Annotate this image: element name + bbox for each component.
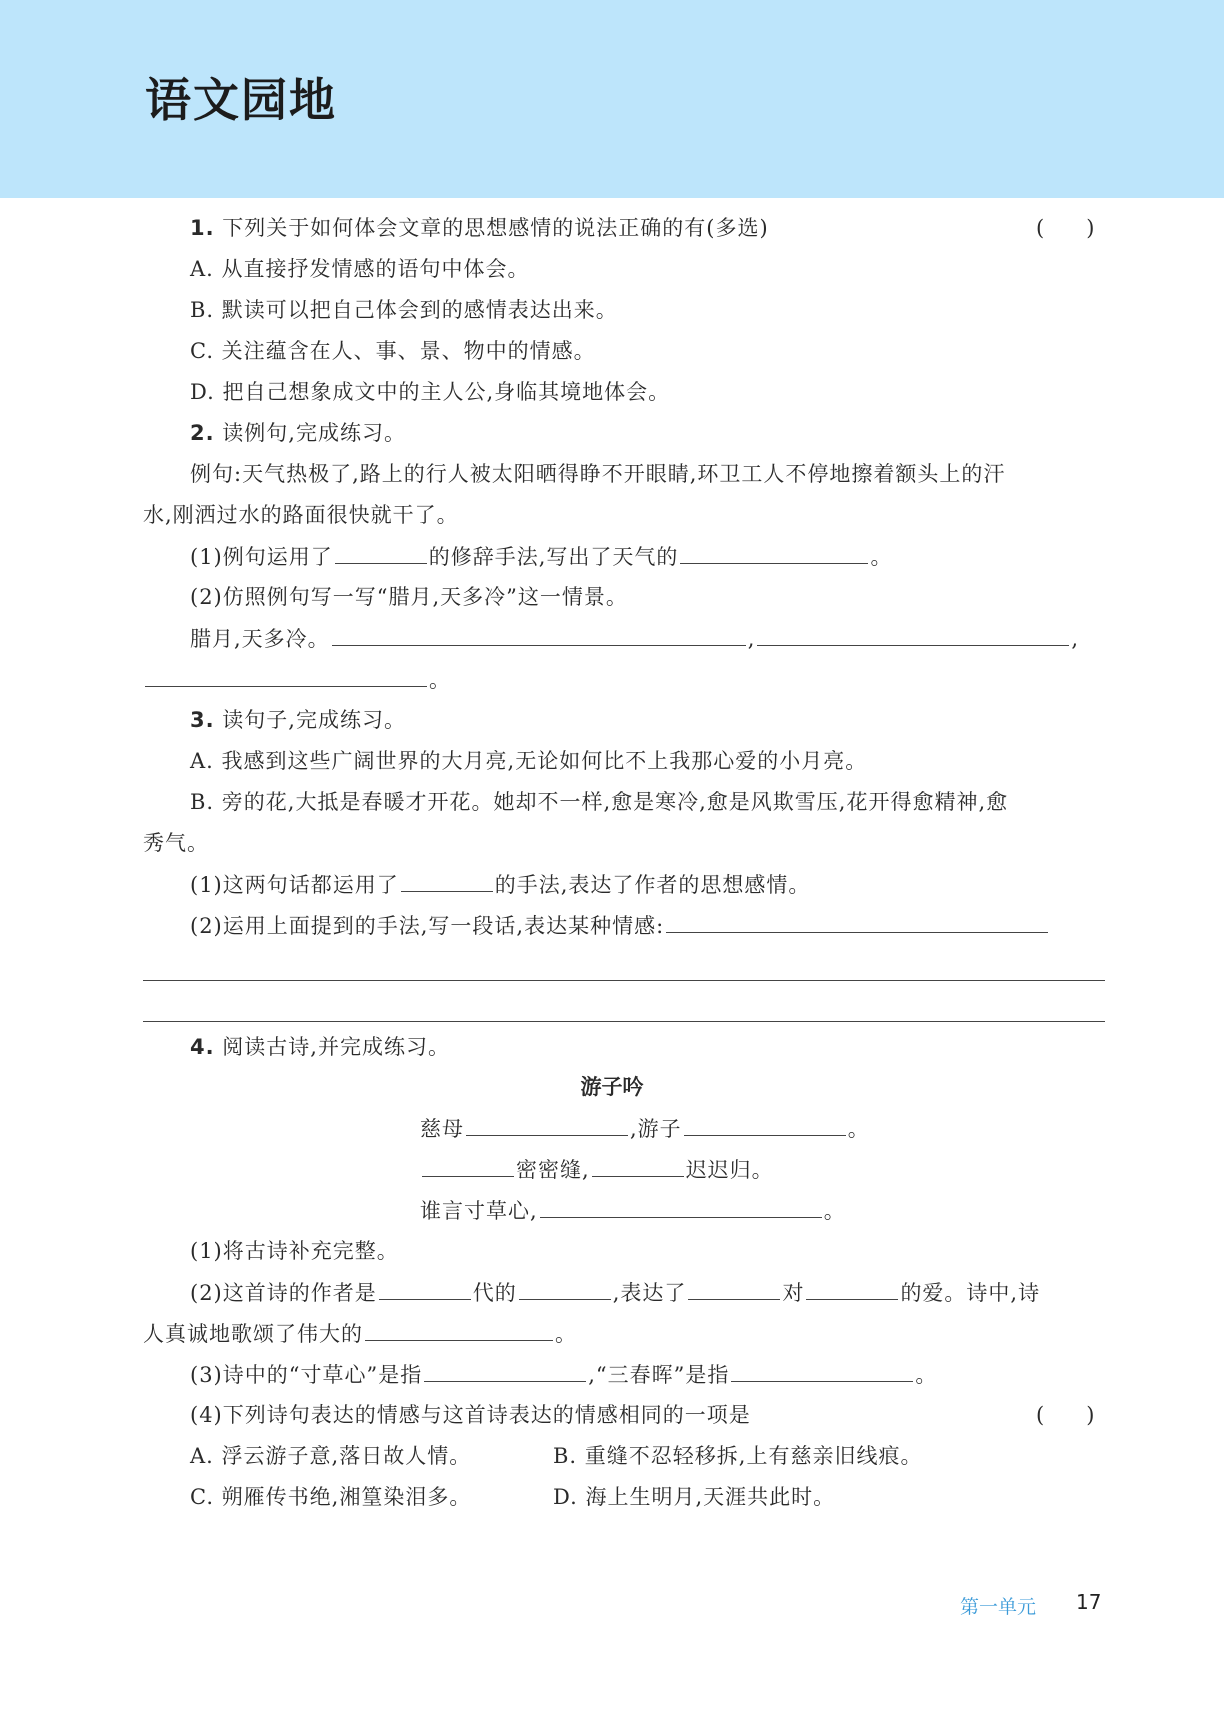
poem-title: 游子吟 bbox=[580, 1075, 644, 1099]
poem-l2-blank-1[interactable] bbox=[422, 1154, 514, 1177]
poem-l1-text-b: ,游子 bbox=[630, 1117, 682, 1141]
q2-example-line2: 水,刚洒过水的路面很快就干了。 bbox=[143, 503, 459, 527]
q4-sub3-line bbox=[190, 1359, 937, 1390]
q4-sub4: (4)下列诗句表达的情感与这首诗表达的情感相同的一项是 bbox=[190, 1403, 751, 1427]
q4-sub2-line2-end: 。 bbox=[555, 1322, 577, 1346]
q1-option-d: D. 把自己想象成文中的主人公,身临其境地体会。 bbox=[190, 380, 671, 404]
q3-sub1-blank[interactable] bbox=[401, 869, 493, 892]
q3-sub1-text-b: 的手法,表达了作者的思想感情。 bbox=[494, 873, 811, 897]
q4-sub4-answer-paren[interactable]: ( ) bbox=[1036, 1403, 1095, 1427]
poem-l1-blank-2[interactable] bbox=[684, 1113, 846, 1136]
q4-sub2-blank-whom[interactable] bbox=[806, 1277, 898, 1300]
q4-sub2-blank-dynasty[interactable] bbox=[379, 1277, 471, 1300]
q1-option-b: B. 默读可以把自己体会到的感情表达出来。 bbox=[190, 298, 618, 322]
poem-l3-end: 。 bbox=[823, 1199, 846, 1223]
q2-sub1-text-a: (1)例句运用了 bbox=[190, 545, 333, 569]
q4-sub3-blank-1[interactable] bbox=[424, 1359, 586, 1382]
q4-sub3-blank-2[interactable] bbox=[731, 1359, 913, 1382]
q4-number: 4. bbox=[190, 1035, 215, 1059]
q2-sub1-text-b: 的修辞手法,写出了天气的 bbox=[428, 545, 679, 569]
poem-line-3 bbox=[420, 1195, 846, 1226]
q2-write-comma-2: , bbox=[1071, 627, 1080, 651]
q4-sub2-text-b: 代的 bbox=[472, 1281, 517, 1305]
q3-sub1-text-a: (1)这两句话都运用了 bbox=[190, 873, 399, 897]
q3-number: 3. bbox=[190, 708, 215, 732]
q2-sub1-line bbox=[190, 541, 892, 572]
poem-l1-end: 。 bbox=[847, 1117, 870, 1141]
poem-l2-text-b: 迟迟归。 bbox=[685, 1158, 774, 1182]
q2-sub2: (2)仿照例句写一写“腊月,天多冷”这一情景。 bbox=[190, 585, 628, 609]
q4-sub2-line2-text: 人真诚地歌颂了伟大的 bbox=[143, 1322, 363, 1346]
poem-l3-blank[interactable] bbox=[540, 1195, 822, 1218]
q1-stem: 下列关于如何体会文章的思想感情的说法正确的有(多选) bbox=[222, 216, 769, 240]
q2-sub1-blank-rhetoric[interactable] bbox=[335, 541, 427, 564]
poem-l2-text-a: 密密缝, bbox=[516, 1158, 590, 1182]
q2-sub1-end: 。 bbox=[870, 545, 893, 569]
poem-l1-blank-1[interactable] bbox=[466, 1113, 628, 1136]
poem-l2-blank-2[interactable] bbox=[592, 1154, 684, 1177]
q2-number: 2. bbox=[190, 421, 215, 445]
q3-sentence-b-line2: 秀气。 bbox=[143, 831, 209, 855]
page-title: 语文园地 bbox=[145, 73, 337, 127]
q4-sub2-blank-praise[interactable] bbox=[365, 1318, 553, 1341]
q2-write-line bbox=[190, 623, 1079, 654]
q4-sub3-text-a: (3)诗中的“寸草心”是指 bbox=[190, 1363, 423, 1387]
q2-stem-line bbox=[190, 418, 406, 448]
q2-write-blank-2[interactable] bbox=[757, 623, 1069, 646]
q4-sub2-line1 bbox=[190, 1277, 1040, 1308]
q1-option-a: A. 从直接抒发情感的语句中体会。 bbox=[190, 257, 530, 281]
q4-stem-line bbox=[190, 1032, 450, 1062]
q4-sub2-blank-author[interactable] bbox=[519, 1277, 611, 1300]
q3-sub2-line bbox=[190, 910, 1050, 941]
q3-sentence-b-line1: B. 旁的花,大抵是春暖才开花。她却不一样,愈是寒冷,愈是风欺雪压,花开得愈精神,愈 bbox=[190, 790, 1009, 814]
q4-sub1: (1)将古诗补充完整。 bbox=[190, 1239, 399, 1263]
q1-stem-line bbox=[190, 213, 769, 243]
q2-write-prefix: 腊月,天多冷。 bbox=[190, 627, 330, 651]
poem-l3-text-a: 谁言寸草心, bbox=[420, 1199, 538, 1223]
q2-write-period: 。 bbox=[429, 668, 451, 692]
poem-l1-text-a: 慈母 bbox=[420, 1117, 464, 1141]
q2-write-comma-1: , bbox=[747, 627, 756, 651]
q2-sub1-blank-weather[interactable] bbox=[680, 541, 868, 564]
q3-sentence-a: A. 我感到这些广阔世界的大月亮,无论如何比不上我那心爱的小月亮。 bbox=[190, 749, 868, 773]
q2-write-line2 bbox=[143, 664, 451, 695]
q3-sub1-line bbox=[190, 869, 810, 900]
q2-stem: 读例句,完成练习。 bbox=[222, 421, 406, 445]
q3-sub2-blank-1[interactable] bbox=[666, 910, 1048, 933]
q4-sub3-end: 。 bbox=[915, 1363, 938, 1387]
q4-sub2-text-e: 的爱。诗中,诗 bbox=[900, 1281, 1041, 1305]
q4-stem: 阅读古诗,并完成练习。 bbox=[222, 1035, 450, 1059]
q4-option-d: D. 海上生明月,天涯共此时。 bbox=[553, 1485, 836, 1509]
q3-stem-line bbox=[190, 705, 406, 735]
q2-write-blank-3[interactable] bbox=[145, 664, 427, 687]
q1-option-c: C. 关注蕴含在人、事、景、物中的情感。 bbox=[190, 339, 596, 363]
q1-answer-paren[interactable]: ( ) bbox=[1036, 216, 1095, 240]
q2-example-line1: 例句:天气热极了,路上的行人被太阳晒得睁不开眼睛,环卫工人不停地擦着额头上的汗 bbox=[190, 462, 1006, 486]
q4-sub3-text-b: ,“三春晖”是指 bbox=[588, 1363, 730, 1387]
q3-answer-line-3[interactable] bbox=[143, 1021, 1105, 1022]
q4-sub2-text-c: ,表达了 bbox=[612, 1281, 687, 1305]
q1-number: 1. bbox=[190, 216, 215, 240]
q4-sub2-blank-who[interactable] bbox=[688, 1277, 780, 1300]
q3-sub2-text: (2)运用上面提到的手法,写一段话,表达某种情感: bbox=[190, 914, 665, 938]
poem-line-2 bbox=[420, 1154, 774, 1185]
q4-sub2-text-d: 对 bbox=[782, 1281, 805, 1305]
q2-write-blank-1[interactable] bbox=[332, 623, 746, 646]
q3-stem: 读句子,完成练习。 bbox=[222, 708, 406, 732]
footer-page-number: 17 bbox=[1076, 1590, 1102, 1614]
q4-option-c: C. 朔雁传书绝,湘篁染泪多。 bbox=[190, 1485, 472, 1509]
q4-sub2-text-a: (2)这首诗的作者是 bbox=[190, 1281, 377, 1305]
footer-unit-label: 第一单元 bbox=[960, 1596, 1037, 1618]
poem-line-1 bbox=[420, 1113, 870, 1144]
q4-sub2-line2 bbox=[143, 1318, 577, 1349]
q4-option-b: B. 重缝不忍轻移拆,上有慈亲旧线痕。 bbox=[553, 1444, 923, 1468]
q3-answer-line-2[interactable] bbox=[143, 980, 1105, 981]
q4-option-a: A. 浮云游子意,落日故人情。 bbox=[190, 1444, 472, 1468]
